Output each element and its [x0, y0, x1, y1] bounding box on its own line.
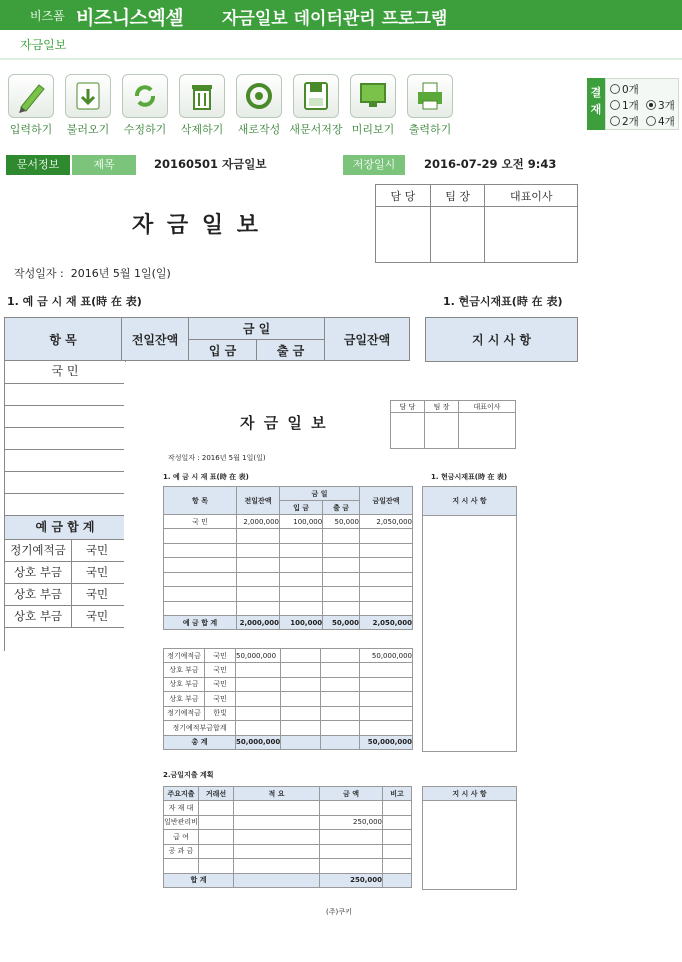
doc-info-label: 문서정보 [6, 155, 70, 175]
deposit-total: 예 금 합 계 [5, 516, 125, 540]
saved-datetime: 2016-07-29 오전 9:43 [424, 157, 557, 171]
approval-label: 결재 [587, 78, 605, 130]
row-kookmin: 국 민 [5, 361, 125, 384]
brand-small: 비즈폼 [30, 9, 65, 23]
monitor-icon [350, 74, 396, 118]
app-title: 자금일보 데이터관리 프로그램 [222, 9, 448, 29]
new-button[interactable]: 새로작성 [228, 74, 290, 137]
preview-date: 작성일자 : 2016년 5월 1일(일) [168, 454, 266, 462]
print-button[interactable]: 출력하기 [399, 74, 461, 137]
deposit-rows: 국 민 예 금 합 계 정기예적금 국민 상호 부금 국민 상호 부금 국민 상호 부금 국민 [4, 361, 126, 651]
saved-label: 저장일시 [343, 155, 405, 175]
preview-company: (주)쿠키 [326, 908, 352, 916]
printer-icon [407, 74, 453, 118]
radio-1[interactable]: 1개 [610, 98, 639, 113]
note-table: 지 시 사 항 [425, 317, 578, 362]
preview-note-table: 지 시 사 항 [422, 486, 517, 516]
edit-button[interactable]: 수정하기 [114, 74, 176, 137]
radio-2[interactable]: 2개 [610, 114, 639, 129]
save-icon [293, 74, 339, 118]
breadcrumb[interactable]: 자금일보 [20, 38, 67, 52]
sign-table: 담 당 팀 장 대표이사 [375, 184, 578, 263]
deposit-table: 항 목 전일잔액 금 일 금일잔액 입 금 출 금 [4, 317, 410, 361]
delete-button[interactable]: 삭제하기 [171, 74, 233, 137]
radio-3[interactable]: 3개 [646, 98, 675, 113]
preview-button[interactable]: 미리보기 [342, 74, 404, 137]
title-label: 제목 [72, 155, 136, 175]
load-button[interactable]: 불러오기 [57, 74, 119, 137]
preview-section2: 2.금일지출 계획 [163, 771, 214, 779]
pencil-icon [8, 74, 54, 118]
trash-icon [179, 74, 225, 118]
approval-count-group [605, 78, 679, 130]
section-deposit: 1. 예 금 시 재 표(時 在 表) [7, 295, 142, 308]
preview-sign-table: 담 당 팀 장 대표이사 [390, 400, 516, 449]
radio-0[interactable]: 0개 [610, 82, 639, 97]
section-cash: 1. 현금시재표(時 在 表) [443, 295, 563, 308]
preview-title: 자 금 일 보 [240, 414, 328, 432]
import-icon [65, 74, 111, 118]
date-line: 작성일자 : 2016년 5월 1일(일) [14, 267, 171, 280]
new-icon [236, 74, 282, 118]
report-title: 자 금 일 보 [132, 213, 261, 238]
preview-note2-table: 지 시 사 항 [422, 786, 517, 801]
refresh-icon [122, 74, 168, 118]
doc-title: 20160501 자금일보 [154, 157, 267, 171]
radio-4[interactable]: 4개 [646, 114, 675, 129]
save-new-button[interactable]: 새문서저장 [285, 74, 347, 137]
input-button[interactable]: 입력하기 [0, 74, 62, 137]
divider [0, 58, 682, 60]
preview-section1b: 1. 현금시재표(時 在 表) [431, 473, 508, 481]
preview-savings-table: 정기예적금 국민 50,000,000 50,000,000 상호 부금 국민 상호 부금 국민 상호 부금 국민 정기예적금 한빛 정기예적부금합계 총 계 50,000,000 50,000,000 [163, 648, 413, 750]
brand-name: 비즈니스엑셀 [76, 7, 184, 29]
preview-deposit-table: 항 목 전일잔액 금 일 금일잔액 입 금 출 금 국 민 2,000,000 100,000 50,000 2,050,000 예 금 합 계 2,000,000 100,000 50,000 2,050,000 [163, 486, 413, 630]
print-preview [124, 362, 578, 962]
preview-expense-table: 주요지출 거래선 적 요 금 액 비고 자 재 대 일반관리비 250,000 급 여 공 과 금 합 계 250,000 [163, 786, 412, 888]
preview-section1: 1. 예 금 시 재 표(時 在 表) [163, 473, 249, 481]
